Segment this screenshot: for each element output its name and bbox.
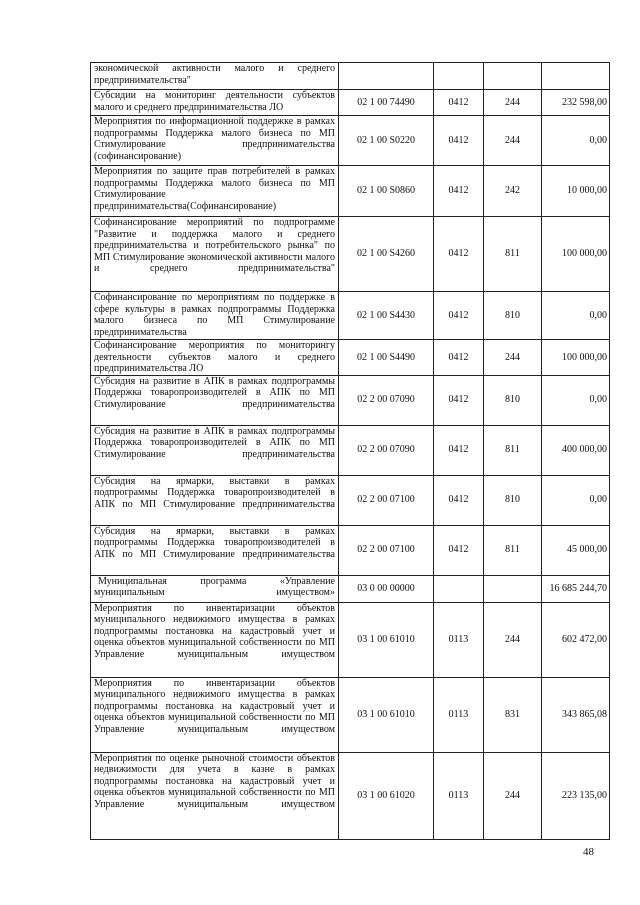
expense-type-code: 244 bbox=[484, 90, 542, 116]
amount: 0,00 bbox=[542, 475, 610, 525]
row-description: Мероприятия по оценке рыночной стоимости объектов недвижимости для учета в казне в рамках подпрограммы постановка на кадастровый учет и оценка объектов муниципальной собственности по МП Управление муниципальным имуществом bbox=[91, 752, 339, 839]
row-description: Софинансирование мероприятия по мониторингу деятельности субъектов малого и среднего предпринимательства ЛО bbox=[91, 340, 339, 376]
table-row bbox=[91, 217, 610, 292]
table-row bbox=[91, 677, 610, 752]
amount: 223 135,00 bbox=[542, 752, 610, 839]
target-article-code: 02 1 00 S4430 bbox=[339, 292, 434, 340]
expense-type-code bbox=[484, 575, 542, 602]
section-code: 0412 bbox=[434, 166, 484, 217]
amount: 602 472,00 bbox=[542, 602, 610, 677]
row-description: Субсидия на ярмарки, выставки в рамках подпрограммы Поддержка товаропроизводителей в АПК по МП Стимулирование предпринимательства bbox=[91, 525, 339, 575]
target-article-code: 03 1 00 61020 bbox=[339, 752, 434, 839]
table-row bbox=[91, 340, 610, 376]
target-article-code: 02 1 00 S4490 bbox=[339, 340, 434, 376]
page-number: 48 bbox=[583, 846, 594, 858]
section-code: 0412 bbox=[434, 116, 484, 166]
amount: 45 000,00 bbox=[542, 525, 610, 575]
expense-type-code: 810 bbox=[484, 292, 542, 340]
amount: 16 685 244,70 bbox=[542, 575, 610, 602]
expense-type-code: 810 bbox=[484, 475, 542, 525]
target-article-code: 03 1 00 61010 bbox=[339, 677, 434, 752]
section-code: 0412 bbox=[434, 475, 484, 525]
section-code: 0412 bbox=[434, 340, 484, 376]
amount bbox=[542, 63, 610, 90]
amount: 10 000,00 bbox=[542, 166, 610, 217]
expense-type-code bbox=[484, 63, 542, 90]
target-article-code: 02 1 00 S0220 bbox=[339, 116, 434, 166]
target-article-code: 02 1 00 S4260 bbox=[339, 217, 434, 292]
table-row bbox=[91, 116, 610, 166]
expense-type-code: 244 bbox=[484, 340, 542, 376]
amount: 0,00 bbox=[542, 292, 610, 340]
table-row bbox=[91, 292, 610, 340]
row-description: Софинансирование по мероприятиям по поддержке в сфере культуры в рамках подпрограммы Поддержка малого бизнеса по МП Стимулирование предпринимательства bbox=[91, 292, 339, 340]
row-description: Субсидии на мониторинг деятельности субъектов малого и среднего предпринимательства ЛО bbox=[91, 90, 339, 116]
target-article-code: 03 0 00 00000 bbox=[339, 575, 434, 602]
table-row bbox=[91, 602, 610, 677]
table-row bbox=[91, 575, 610, 602]
expense-type-code: 811 bbox=[484, 425, 542, 475]
expense-type-code: 244 bbox=[484, 602, 542, 677]
table-row bbox=[91, 425, 610, 475]
table-row bbox=[91, 90, 610, 116]
row-description: Софинансирование мероприятий по подпрограмме "Развитие и поддержка малого и среднего предпринимательства и потребительского рынка" по МП Стимулирование экономической активности малого и среднего предпринимательства" bbox=[91, 217, 339, 292]
expense-type-code: 242 bbox=[484, 166, 542, 217]
target-article-code: 02 2 00 07100 bbox=[339, 525, 434, 575]
section-code: 0113 bbox=[434, 677, 484, 752]
budget-table bbox=[90, 62, 610, 840]
row-description: Субсидия на ярмарки, выставки в рамках подпрограммы Поддержка товаропроизводителей в АПК по МП Стимулирование предпринимательства bbox=[91, 475, 339, 525]
row-description: Мероприятия по инвентаризации объектов муниципального недвижимого имущества в рамках подпрограммы постановка на кадастровый учет и оценка объектов муниципальной собственности по МП Управление муниципальным имуществом bbox=[91, 602, 339, 677]
table-row bbox=[91, 525, 610, 575]
section-code: 0412 bbox=[434, 217, 484, 292]
table-row bbox=[91, 752, 610, 839]
amount: 400 000,00 bbox=[542, 425, 610, 475]
expense-type-code: 810 bbox=[484, 375, 542, 425]
target-article-code: 02 1 00 74490 bbox=[339, 90, 434, 116]
section-code bbox=[434, 575, 484, 602]
row-description: Мероприятия по информационной поддержке в рамках подпрограммы Поддержка малого бизнеса по МП Стимулирование предпринимательства (софинансирование) bbox=[91, 116, 339, 166]
row-description: Мероприятия по защите прав потребителей в рамках подпрограммы Поддержка малого бизнеса по МП Стимулирование предпринимательства(Софинансирование) bbox=[91, 166, 339, 217]
table-row bbox=[91, 166, 610, 217]
amount: 0,00 bbox=[542, 375, 610, 425]
target-article-code bbox=[339, 63, 434, 90]
section-code: 0113 bbox=[434, 752, 484, 839]
section-code: 0412 bbox=[434, 425, 484, 475]
expense-type-code: 811 bbox=[484, 525, 542, 575]
expense-type-code: 244 bbox=[484, 116, 542, 166]
amount: 343 865,08 bbox=[542, 677, 610, 752]
section-code: 0412 bbox=[434, 375, 484, 425]
section-code bbox=[434, 63, 484, 90]
table-row bbox=[91, 375, 610, 425]
target-article-code: 03 1 00 61010 bbox=[339, 602, 434, 677]
row-description: экономической активности малого и среднего предпринимательства" bbox=[91, 63, 339, 90]
amount: 100 000,00 bbox=[542, 340, 610, 376]
table-row bbox=[91, 475, 610, 525]
section-code: 0412 bbox=[434, 525, 484, 575]
row-description: Муниципальная программа «Управление муниципальным имуществом» bbox=[91, 575, 339, 602]
amount: 100 000,00 bbox=[542, 217, 610, 292]
target-article-code: 02 2 00 07090 bbox=[339, 425, 434, 475]
section-code: 0412 bbox=[434, 90, 484, 116]
target-article-code: 02 1 00 S0860 bbox=[339, 166, 434, 217]
table-row bbox=[91, 63, 610, 90]
section-code: 0412 bbox=[434, 292, 484, 340]
amount: 0,00 bbox=[542, 116, 610, 166]
target-article-code: 02 2 00 07090 bbox=[339, 375, 434, 425]
expense-type-code: 244 bbox=[484, 752, 542, 839]
row-description: Субсидия на развитие в АПК в рамках подпрограммы Поддержка товаропроизводителей в АПК по МП Стимулирование предпринимательства bbox=[91, 375, 339, 425]
target-article-code: 02 2 00 07100 bbox=[339, 475, 434, 525]
section-code: 0113 bbox=[434, 602, 484, 677]
expense-type-code: 831 bbox=[484, 677, 542, 752]
row-description: Субсидия на развитие в АПК в рамках подпрограммы Поддержка товаропроизводителей в АПК по МП Стимулирование предпринимательства bbox=[91, 425, 339, 475]
amount: 232 598,00 bbox=[542, 90, 610, 116]
row-description: Мероприятия по инвентаризации объектов муниципального недвижимого имущества в рамках подпрограммы постановка на кадастровый учет и оценка объектов муниципальной собственности по МП Управление муниципальным имуществом bbox=[91, 677, 339, 752]
expense-type-code: 811 bbox=[484, 217, 542, 292]
